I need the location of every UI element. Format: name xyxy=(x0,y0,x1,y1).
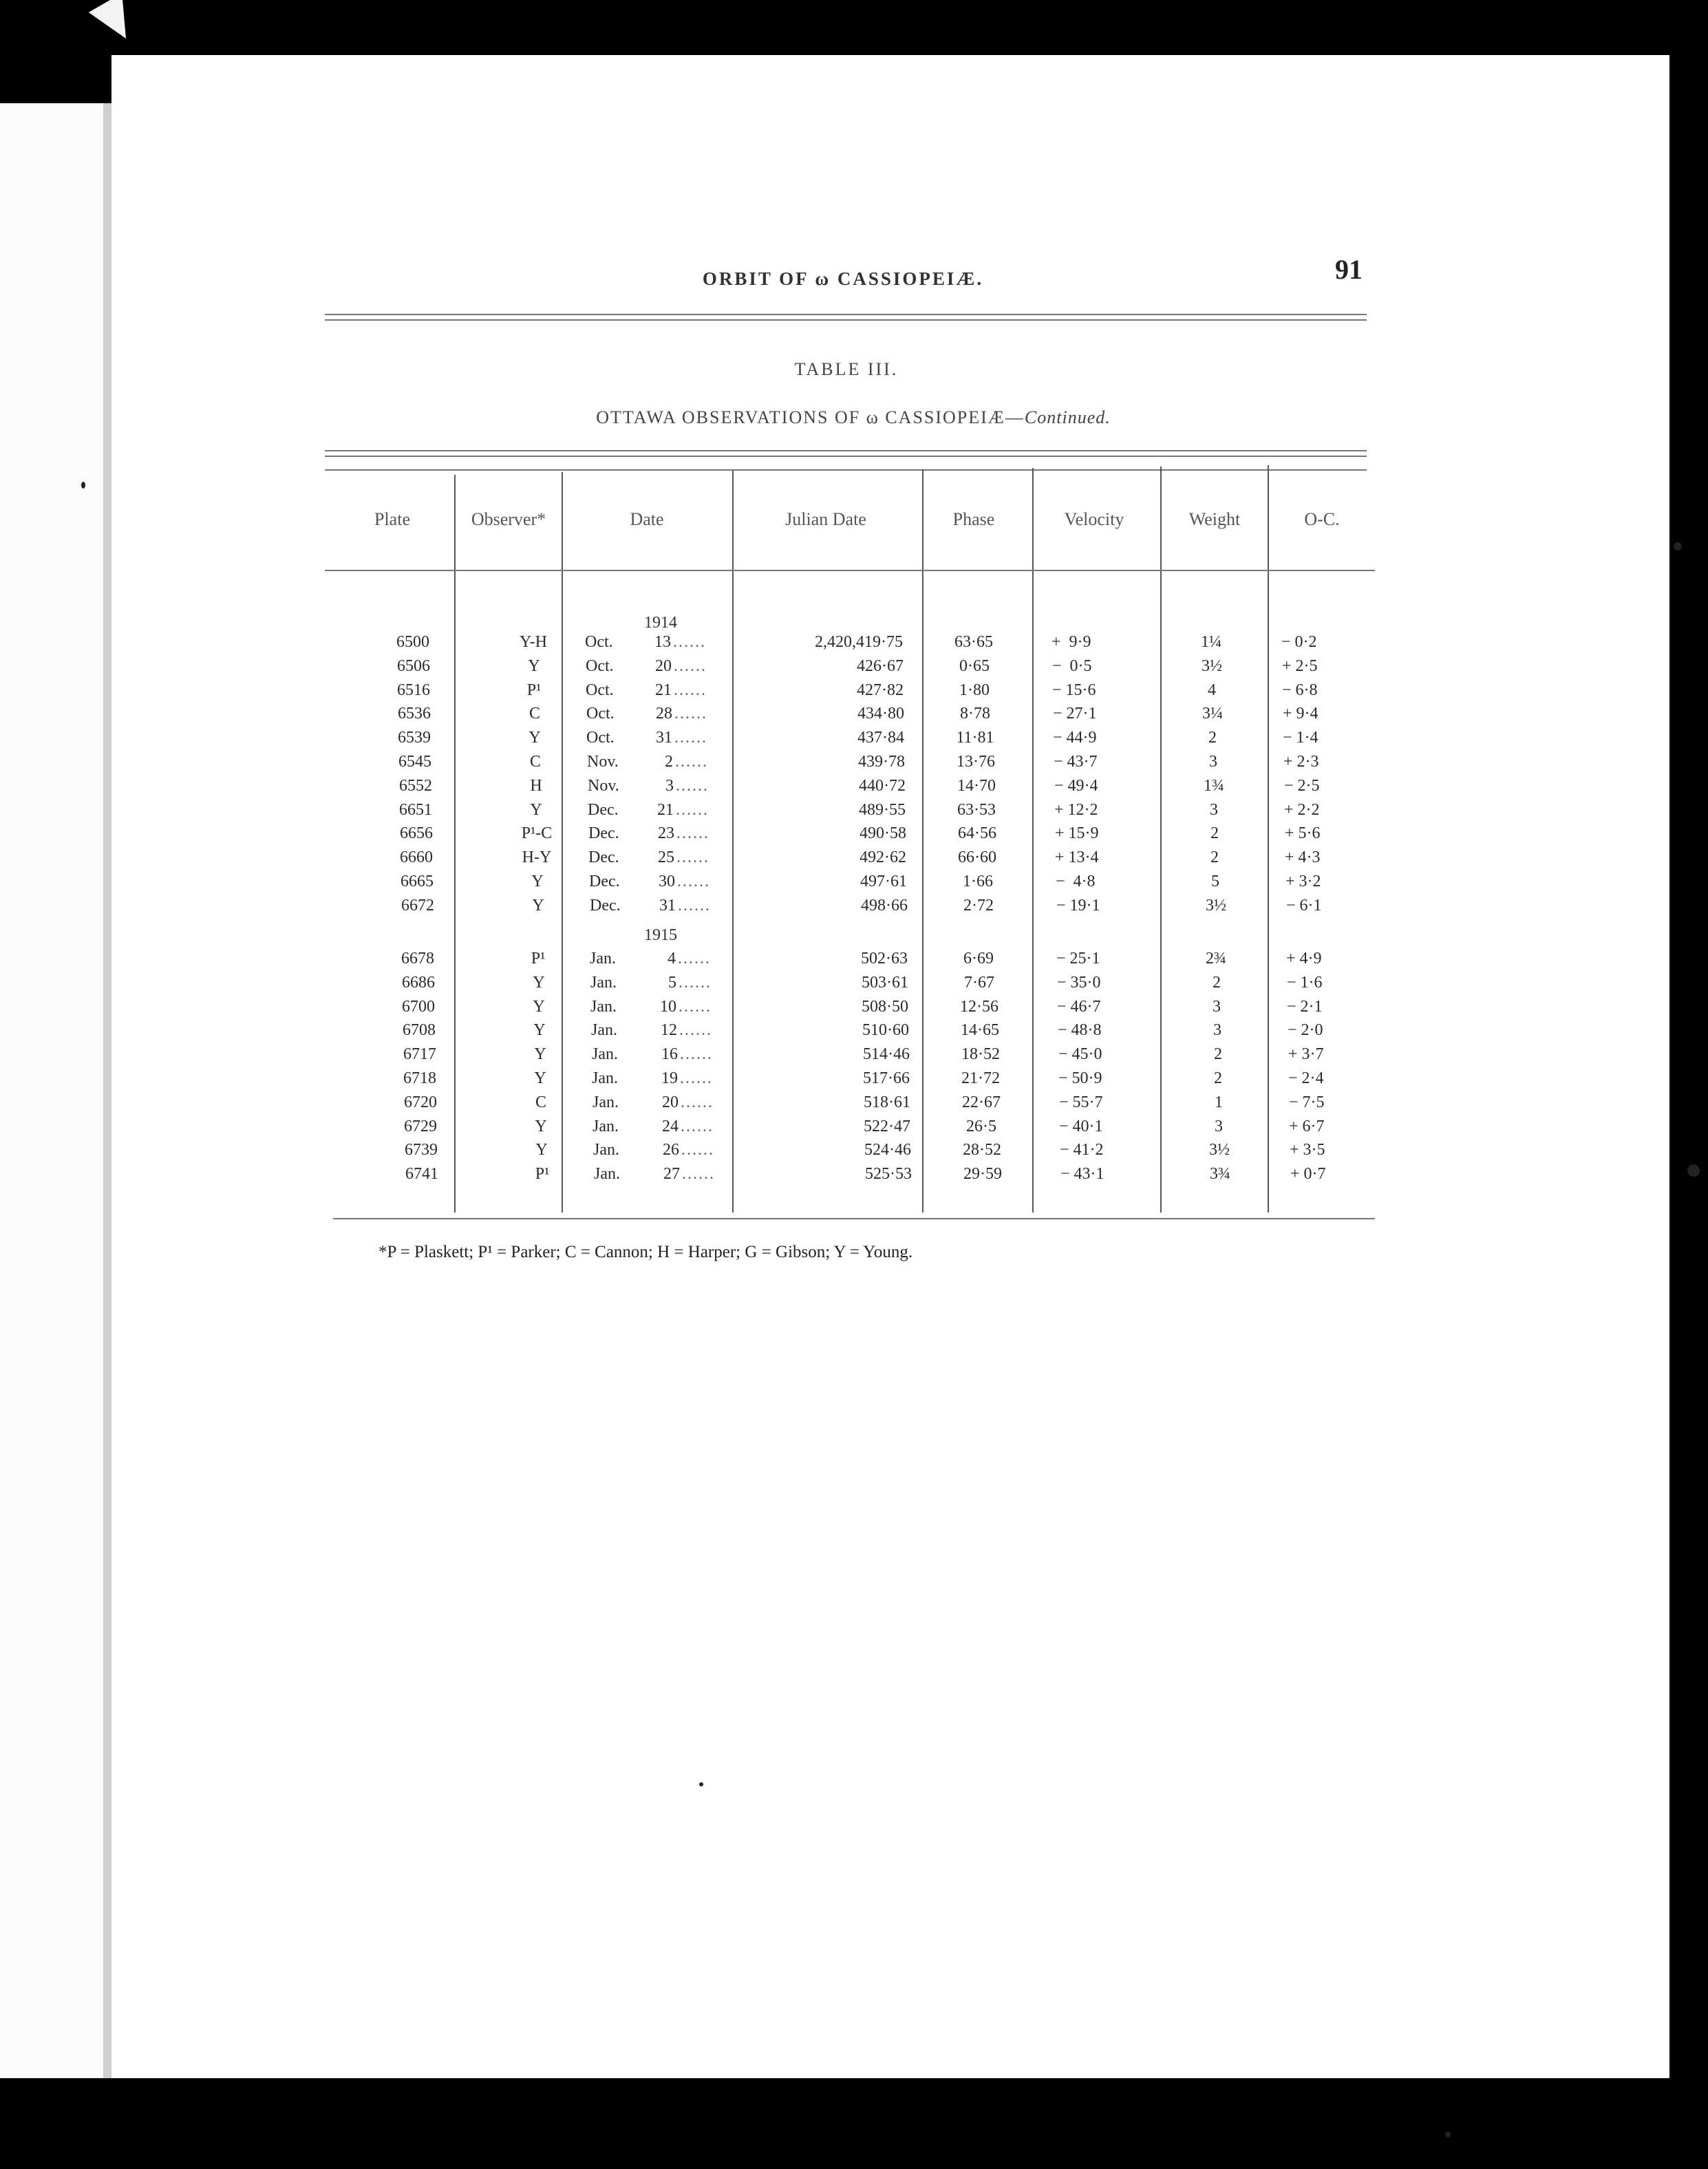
observer-cell: Y xyxy=(534,1045,546,1063)
julian-date-cell: 440·72 xyxy=(859,777,906,795)
date-day-cell: 30 xyxy=(659,873,675,890)
phase-cell: 11·81 xyxy=(956,729,994,747)
phase-cell: 63·65 xyxy=(954,633,993,651)
plate-cell: 6660 xyxy=(400,848,433,866)
julian-date-cell: 503·61 xyxy=(862,974,908,992)
velocity-cell: − 48·8 xyxy=(1058,1021,1102,1039)
oc-cell: + 6·7 xyxy=(1289,1118,1325,1135)
julian-date-cell: 498·66 xyxy=(861,897,908,915)
julian-date-cell: 514·46 xyxy=(863,1045,910,1063)
weight-cell: 1¾ xyxy=(1204,777,1224,795)
observer-cell: C xyxy=(529,705,540,723)
velocity-cell: − 35·0 xyxy=(1057,974,1101,992)
phase-cell: 13·76 xyxy=(957,753,995,771)
table-title xyxy=(509,407,1197,428)
date-day-cell: 4 xyxy=(668,950,676,968)
observer-cell: Y xyxy=(535,1141,548,1159)
page-number: 91 xyxy=(1335,254,1363,285)
date-leader-dots: ...... xyxy=(681,1118,714,1135)
julian-date-cell: 489·55 xyxy=(859,801,906,819)
weight-cell: 3¾ xyxy=(1210,1165,1230,1183)
plate-cell: 6678 xyxy=(401,950,434,968)
date-day-cell: 16 xyxy=(661,1045,678,1063)
date-leader-dots: ...... xyxy=(680,1069,713,1087)
date-month-cell: Dec. xyxy=(590,897,621,915)
date-day-cell: 12 xyxy=(661,1021,677,1039)
oc-cell: − 2·5 xyxy=(1284,777,1320,795)
phase-cell: 21·72 xyxy=(961,1069,1000,1087)
col-header-weight: Weight xyxy=(1188,509,1241,529)
observer-cell: Y xyxy=(533,974,545,992)
column-divider xyxy=(1268,465,1269,1212)
oc-cell: + 2·2 xyxy=(1284,801,1320,819)
date-leader-dots: ...... xyxy=(682,1165,715,1183)
weight-cell: 3 xyxy=(1209,753,1217,771)
date-leader-dots: ...... xyxy=(676,801,709,819)
date-day-cell: 21 xyxy=(655,681,672,699)
date-month-cell: Jan. xyxy=(590,950,616,968)
col-header-date: Date xyxy=(630,509,664,529)
date-day-cell: 5 xyxy=(668,974,676,992)
julian-date-cell: 437·84 xyxy=(857,729,904,747)
header-bottom-rule xyxy=(325,570,1375,571)
plate-cell: 6500 xyxy=(396,633,429,651)
year-label-1914: 1914 xyxy=(644,614,677,632)
date-day-cell: 31 xyxy=(659,897,676,915)
column-divider xyxy=(454,475,456,1212)
date-leader-dots: ...... xyxy=(678,950,711,968)
observer-cell: Y-H xyxy=(520,633,547,651)
observer-cell: H-Y xyxy=(522,848,552,866)
column-divider xyxy=(922,469,924,1212)
oc-cell: − 1·6 xyxy=(1287,974,1323,992)
phase-cell: 1·66 xyxy=(963,873,993,890)
date-month-cell: Jan. xyxy=(594,1165,620,1183)
plate-cell: 6665 xyxy=(401,873,434,890)
weight-cell: 3½ xyxy=(1202,657,1222,675)
table-top-rule xyxy=(325,450,1367,457)
date-day-cell: 3 xyxy=(665,777,674,795)
oc-cell: − 6·8 xyxy=(1282,681,1318,699)
oc-cell: − 1·4 xyxy=(1283,729,1319,747)
date-leader-dots: ...... xyxy=(674,705,707,723)
date-month-cell: Jan. xyxy=(591,1021,617,1039)
velocity-cell: − 27·1 xyxy=(1053,705,1097,723)
date-day-cell: 25 xyxy=(658,848,674,866)
observer-cell: Y xyxy=(528,657,540,675)
date-month-cell: Jan. xyxy=(590,974,617,992)
plate-cell: 6708 xyxy=(403,1021,436,1039)
page-sheet xyxy=(111,55,1669,2078)
date-leader-dots: ...... xyxy=(673,633,706,651)
oc-cell: − 2·4 xyxy=(1288,1069,1324,1087)
date-month-cell: Jan. xyxy=(592,1069,618,1087)
oc-cell: − 2·0 xyxy=(1288,1021,1323,1039)
observer-cell: Y xyxy=(535,1118,547,1135)
date-day-cell: 20 xyxy=(655,657,672,675)
date-leader-dots: ...... xyxy=(678,897,711,915)
velocity-cell: − 43·1 xyxy=(1060,1165,1104,1183)
plate-cell: 6545 xyxy=(398,753,431,771)
phase-cell: 14·70 xyxy=(957,777,996,795)
weight-cell: 2 xyxy=(1214,1045,1222,1063)
plate-cell: 6720 xyxy=(404,1093,437,1111)
julian-date-cell: 439·78 xyxy=(858,753,905,771)
phase-cell: 2·72 xyxy=(963,897,994,915)
velocity-cell: − 44·9 xyxy=(1053,729,1097,747)
date-month-cell: Nov. xyxy=(588,777,619,795)
date-leader-dots: ...... xyxy=(674,729,707,747)
observer-cell: Y xyxy=(533,1021,546,1039)
date-day-cell: 21 xyxy=(657,801,674,819)
julian-date-cell: 434·80 xyxy=(857,705,904,723)
plate-cell: 6718 xyxy=(403,1069,436,1087)
weight-cell: 2 xyxy=(1214,1069,1222,1087)
date-day-cell: 10 xyxy=(660,998,676,1016)
velocity-cell: − 40·1 xyxy=(1059,1118,1103,1135)
julian-date-cell: 524·46 xyxy=(864,1141,911,1159)
phase-cell: 63·53 xyxy=(957,801,996,819)
velocity-cell: − 46·7 xyxy=(1057,998,1101,1016)
table-label: TABLE III. xyxy=(794,359,899,379)
weight-cell: 3 xyxy=(1210,801,1218,819)
observer-cell: H xyxy=(530,777,542,795)
year-label-1915: 1915 xyxy=(644,926,677,944)
weight-cell: 2 xyxy=(1213,974,1221,992)
date-day-cell: 19 xyxy=(661,1069,678,1087)
weight-cell: 4 xyxy=(1208,681,1216,699)
julian-date-cell: 522·47 xyxy=(864,1118,910,1135)
plate-cell: 6672 xyxy=(401,897,434,915)
phase-cell: 64·56 xyxy=(958,824,996,842)
date-leader-dots: ...... xyxy=(680,1045,713,1063)
weight-cell: 5 xyxy=(1211,873,1219,890)
oc-cell: + 4·9 xyxy=(1286,950,1322,968)
plate-cell: 6739 xyxy=(405,1141,438,1159)
scan-speck xyxy=(1674,542,1682,551)
table-title-continued: Continued. xyxy=(1024,407,1111,427)
date-month-cell: Oct. xyxy=(586,681,614,699)
weight-cell: 3½ xyxy=(1206,897,1226,915)
velocity-cell: − 55·7 xyxy=(1059,1093,1103,1111)
oc-cell: + 3·5 xyxy=(1290,1141,1325,1159)
velocity-cell: + 12·2 xyxy=(1054,801,1098,819)
date-month-cell: Oct. xyxy=(586,705,615,723)
col-header-julian-date: Julian Date xyxy=(785,509,866,529)
date-month-cell: Dec. xyxy=(589,873,620,890)
date-month-cell: Nov. xyxy=(587,753,619,771)
date-month-cell: Jan. xyxy=(593,1141,619,1159)
scan-speck xyxy=(1687,1164,1700,1177)
observer-cell: Y xyxy=(534,1069,546,1087)
observer-cell: P¹ xyxy=(535,1165,550,1183)
julian-date-cell: 490·58 xyxy=(860,824,906,842)
plate-cell: 6686 xyxy=(402,974,435,992)
oc-cell: + 5·6 xyxy=(1285,824,1321,842)
date-month-cell: Dec. xyxy=(588,824,619,842)
oc-cell: + 9·4 xyxy=(1283,705,1319,723)
date-leader-dots: ...... xyxy=(676,848,709,866)
observer-cell: C xyxy=(529,753,541,771)
weight-cell: 2 xyxy=(1210,824,1219,842)
phase-cell: 18·52 xyxy=(961,1045,1000,1063)
plate-cell: 6539 xyxy=(398,729,431,747)
phase-cell: 0·65 xyxy=(959,657,990,675)
plate-cell: 6516 xyxy=(397,681,430,699)
phase-cell: 29·59 xyxy=(963,1165,1002,1183)
date-leader-dots: ...... xyxy=(681,1093,714,1111)
date-day-cell: 26 xyxy=(663,1141,679,1159)
date-month-cell: Jan. xyxy=(592,1045,618,1063)
table-title-main: OTTAWA OBSERVATIONS OF ω CASSIOPEIÆ— xyxy=(596,407,1025,427)
velocity-cell: − 50·9 xyxy=(1058,1069,1102,1087)
julian-date-cell: 508·50 xyxy=(862,998,908,1016)
date-day-cell: 13 xyxy=(654,633,671,651)
weight-cell: 2 xyxy=(1208,729,1217,747)
table-top-rule-thin xyxy=(325,469,1367,471)
oc-cell: + 3·7 xyxy=(1288,1045,1324,1063)
plate-cell: 6717 xyxy=(403,1045,436,1063)
date-day-cell: 2 xyxy=(665,753,673,771)
julian-date-cell: 492·62 xyxy=(860,848,906,866)
date-day-cell: 24 xyxy=(662,1118,679,1135)
weight-cell: 3 xyxy=(1213,998,1221,1016)
oc-cell: − 6·1 xyxy=(1286,897,1322,915)
phase-cell: 66·60 xyxy=(958,848,996,866)
plate-cell: 6552 xyxy=(399,777,432,795)
julian-date-cell: 525·53 xyxy=(865,1165,912,1183)
julian-date-cell: 426·67 xyxy=(857,657,904,675)
observer-cell: Y xyxy=(531,873,544,890)
plate-cell: 6729 xyxy=(404,1118,437,1135)
col-header-oc: O-C. xyxy=(1304,509,1340,529)
julian-date-cell: 517·66 xyxy=(863,1069,910,1087)
weight-cell: 2¾ xyxy=(1206,950,1226,968)
observer-cell: P¹ xyxy=(531,950,546,968)
observer-cell: Y xyxy=(532,897,544,915)
date-month-cell: Jan. xyxy=(593,1118,619,1135)
scan-speck xyxy=(81,482,85,489)
observer-cell: Y xyxy=(530,801,542,819)
weight-cell: 1¼ xyxy=(1201,633,1221,651)
date-leader-dots: ...... xyxy=(681,1141,714,1159)
date-leader-dots: ...... xyxy=(679,974,712,992)
column-divider xyxy=(1032,468,1034,1212)
date-month-cell: Jan. xyxy=(593,1093,619,1111)
date-day-cell: 27 xyxy=(663,1165,680,1183)
velocity-cell: − 15·6 xyxy=(1052,681,1096,699)
date-leader-dots: ...... xyxy=(675,753,708,771)
plate-cell: 6536 xyxy=(398,705,431,723)
oc-cell: − 2·1 xyxy=(1287,998,1323,1016)
date-month-cell: Oct. xyxy=(585,633,613,651)
velocity-cell: + 13·4 xyxy=(1055,848,1099,866)
col-header-plate: Plate xyxy=(374,509,410,529)
weight-cell: 3½ xyxy=(1209,1141,1230,1159)
date-leader-dots: ...... xyxy=(679,1021,712,1039)
date-month-cell: Oct. xyxy=(586,657,614,675)
velocity-cell: − 4·8 xyxy=(1056,873,1096,890)
phase-cell: 6·69 xyxy=(963,950,994,968)
date-month-cell: Dec. xyxy=(588,848,619,866)
scan-border xyxy=(0,0,103,103)
weight-cell: 2 xyxy=(1210,848,1219,866)
header-rule xyxy=(325,314,1367,321)
julian-date-cell: 518·61 xyxy=(864,1093,910,1111)
oc-cell: − 0·2 xyxy=(1281,633,1317,651)
julian-date-cell: 427·82 xyxy=(857,681,904,699)
velocity-cell: − 45·0 xyxy=(1058,1045,1102,1063)
date-leader-dots: ...... xyxy=(679,998,712,1016)
phase-cell: 12·56 xyxy=(960,998,999,1016)
oc-cell: − 7·5 xyxy=(1289,1093,1325,1111)
observer-footnote: *P = Plaskett; P¹ = Parker; C = Cannon; H = Harper; G = Gibson; Y = Young. xyxy=(378,1243,913,1261)
date-leader-dots: ...... xyxy=(676,777,709,795)
date-month-cell: Dec. xyxy=(588,801,619,819)
julian-date-cell: 502·63 xyxy=(861,950,908,968)
phase-cell: 7·67 xyxy=(964,974,994,992)
scan-speck xyxy=(699,1782,703,1786)
velocity-cell: − 41·2 xyxy=(1060,1141,1104,1159)
date-day-cell: 20 xyxy=(662,1093,679,1111)
weight-cell: 1 xyxy=(1215,1093,1223,1111)
date-day-cell: 28 xyxy=(656,705,672,723)
julian-date-cell: 2,420,419·75 xyxy=(815,633,903,651)
phase-cell: 14·65 xyxy=(961,1021,999,1039)
oc-cell: + 2·3 xyxy=(1283,753,1319,771)
date-month-cell: Jan. xyxy=(590,998,617,1016)
plate-cell: 6506 xyxy=(397,657,430,675)
observer-cell: P¹ xyxy=(526,681,542,699)
scan-speck xyxy=(1445,2132,1451,2137)
oc-cell: + 4·3 xyxy=(1285,848,1321,866)
oc-cell: + 2·5 xyxy=(1282,657,1318,675)
velocity-cell: + 9·9 xyxy=(1052,633,1091,651)
col-header-phase: Phase xyxy=(952,509,995,529)
oc-cell: + 0·7 xyxy=(1290,1165,1326,1183)
weight-cell: 3¼ xyxy=(1202,705,1223,723)
plate-cell: 6651 xyxy=(399,801,432,819)
plate-cell: 6741 xyxy=(405,1165,438,1183)
date-leader-dots: ...... xyxy=(674,657,707,675)
table-bottom-rule xyxy=(333,1218,1375,1219)
observer-cell: P¹-C xyxy=(521,824,553,842)
date-leader-dots: ...... xyxy=(676,824,709,842)
velocity-cell: − 49·4 xyxy=(1054,777,1098,795)
facing-page-edge xyxy=(0,103,109,2078)
julian-date-cell: 510·60 xyxy=(862,1021,909,1039)
velocity-cell: − 25·1 xyxy=(1056,950,1100,968)
observer-cell: Y xyxy=(529,729,541,747)
velocity-cell: − 19·1 xyxy=(1056,897,1100,915)
col-header-observer: Observer* xyxy=(471,509,546,529)
velocity-cell: − 0·5 xyxy=(1052,657,1092,675)
velocity-cell: + 15·9 xyxy=(1055,824,1099,842)
col-header-velocity: Velocity xyxy=(1064,509,1124,529)
phase-cell: 8·78 xyxy=(960,705,990,723)
date-day-cell: 31 xyxy=(656,729,672,747)
julian-date-cell: 497·61 xyxy=(860,873,907,890)
observer-cell: C xyxy=(535,1093,546,1111)
plate-cell: 6700 xyxy=(402,998,435,1016)
plate-cell: 6656 xyxy=(400,824,433,842)
observer-cell: Y xyxy=(533,998,545,1016)
phase-cell: 1·80 xyxy=(959,681,990,699)
velocity-cell: − 43·7 xyxy=(1054,753,1098,771)
weight-cell: 3 xyxy=(1213,1021,1221,1039)
date-month-cell: Oct. xyxy=(586,729,615,747)
date-day-cell: 23 xyxy=(658,824,674,842)
running-head: ORBIT OF ω CASSIOPEIÆ. xyxy=(702,268,984,289)
weight-cell: 3 xyxy=(1215,1118,1223,1135)
date-leader-dots: ...... xyxy=(677,873,710,890)
date-leader-dots: ...... xyxy=(674,681,707,699)
oc-cell: + 3·2 xyxy=(1285,873,1321,890)
phase-cell: 28·52 xyxy=(963,1141,1001,1159)
phase-cell: 26·5 xyxy=(966,1118,996,1135)
phase-cell: 22·67 xyxy=(962,1093,1001,1111)
